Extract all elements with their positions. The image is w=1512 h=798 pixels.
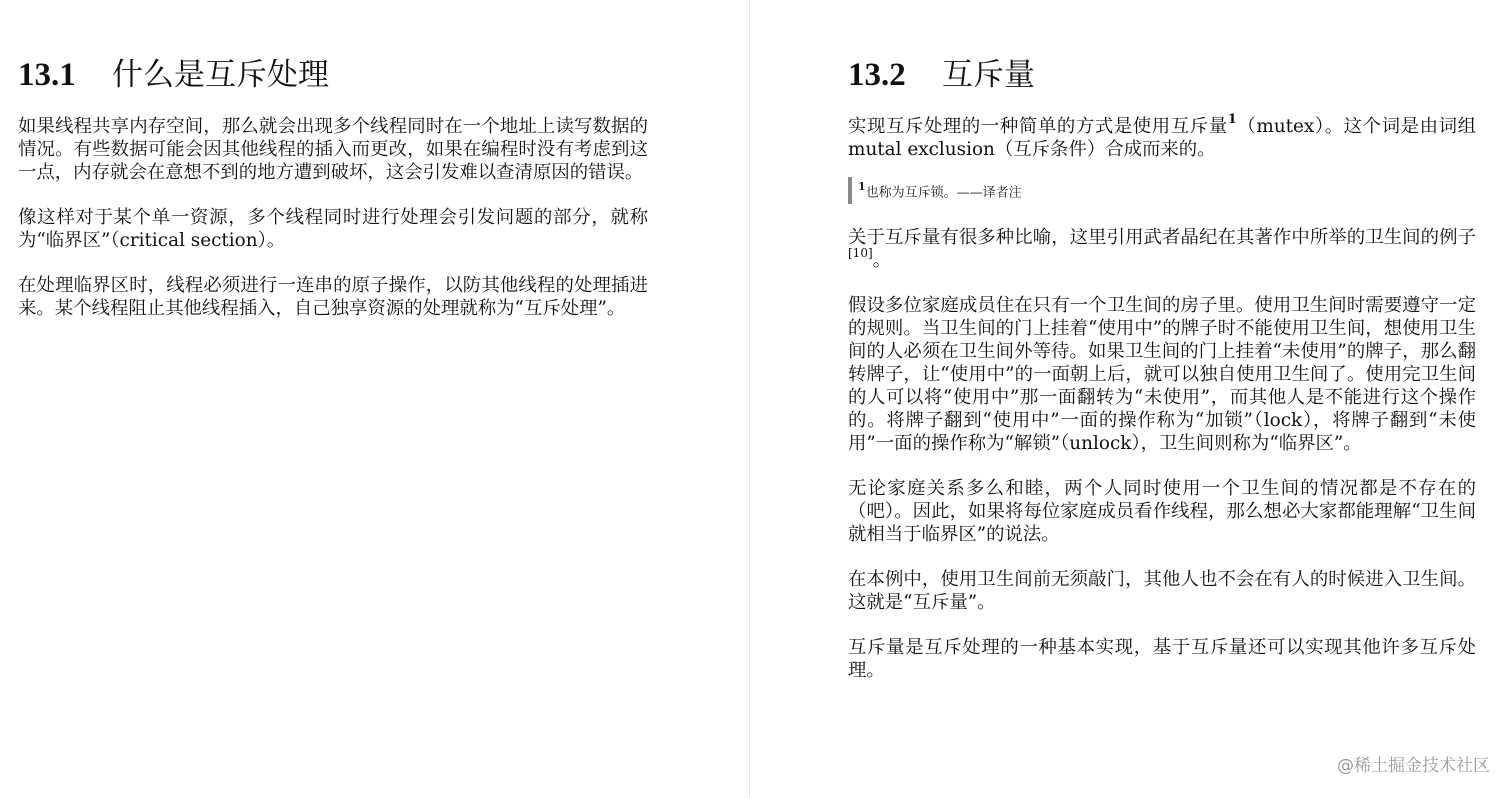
section-title: 互斥量 bbox=[942, 57, 1035, 93]
watermark: @稀土掘金技术社区 bbox=[1337, 756, 1490, 776]
metaphor-text-before: 关于互斥量有很多种比喻，这里引用武者晶纪在其著作中所举的卫生间的例子 bbox=[848, 227, 1476, 249]
paragraph-mutex-basis: 互斥量是互斥处理的一种基本实现，基于互斥量还可以实现其他许多互斥处理。 bbox=[848, 637, 1476, 682]
citation-link[interactable]: [10] bbox=[848, 246, 873, 261]
footnote-text: 也称为互斥锁。——译者注 bbox=[865, 185, 1022, 201]
footnote bbox=[848, 177, 1258, 204]
left-page bbox=[0, 0, 749, 798]
footnote-number: 1 bbox=[858, 180, 866, 193]
section-number: 13.2 bbox=[848, 57, 906, 93]
paragraph-mutual-exclusion: 在处理临界区时，线程必须进行一连串的原子操作，以防其他线程的处理插进来。某个线程阻止其他线程插入，自己独享资源的处理就称为“互斥处理”。 bbox=[18, 275, 648, 319]
section-title: 什么是互斥处理 bbox=[112, 57, 329, 93]
paragraph-mutex-intro bbox=[848, 111, 1476, 161]
right-page bbox=[750, 0, 1512, 798]
intro-text-before: 实现互斥处理的一种简单的方式是使用互斥量 bbox=[848, 116, 1228, 137]
footnote-marker[interactable]: 1 bbox=[1227, 111, 1237, 127]
paragraph-no-knock: 在本例中，使用卫生间前无须敲门，其他人也不会在有人的时候进入卫生间。这就是“互斥量”。 bbox=[848, 569, 1476, 614]
paragraph-critical-section: 像这样对于某个单一资源，多个线程同时进行处理会引发问题的部分，就称为“临界区”（critical section）。 bbox=[18, 207, 648, 251]
paragraph-bathroom-example: 假设多位家庭成员住在只有一个卫生间的房子里。使用卫生间时需要遵守一定的规则。当卫生间的门上挂着“使用中”的牌子时不能使用卫生间，想使用卫生间的人必须在卫生间外等待。如果卫生间的门上挂着“未使用”的牌子，那么翻转牌子，让“使用中”的一面朝上后，就可以独自使用卫生间了。使用完卫生间的人可以将“使用中”那一面翻转为“未使用”，而其他人是不能进行这个操作的。将牌子翻到“使用中”一面的操作称为“加锁”（lock），将牌子翻到“未使用”一面的操作称为“解锁”（unlock），卫生间则称为“临界区”。 bbox=[848, 295, 1476, 455]
paragraph-shared-memory: 如果线程共享内存空间，那么就会出现多个线程同时在一个地址上读写数据的情况。有些数据可能会因其他线程的插入而更改，如果在编程时没有考虑到这一点，内存就会在意想不到的地方遭到破坏，这会引发难以查清原因的错误。 bbox=[18, 116, 648, 183]
paragraph-metaphor bbox=[848, 226, 1476, 272]
intro-text-after: （mutex）。这个词是由词组 mutal exclusion（互斥条件）合成而来的。 bbox=[848, 116, 1476, 160]
paragraph-family-threads: 无论家庭关系多么和睦，两个人同时使用一个卫生间的情况都是不存在的（吧）。因此，如果将每位家庭成员看作线程，那么想必大家都能理解“卫生间就相当于临界区”的说法。 bbox=[848, 478, 1476, 546]
metaphor-text-after: 。 bbox=[872, 250, 892, 272]
section-number: 13.1 bbox=[18, 57, 76, 93]
section-heading-13-1 bbox=[18, 52, 749, 97]
section-heading-13-2 bbox=[848, 52, 1512, 97]
